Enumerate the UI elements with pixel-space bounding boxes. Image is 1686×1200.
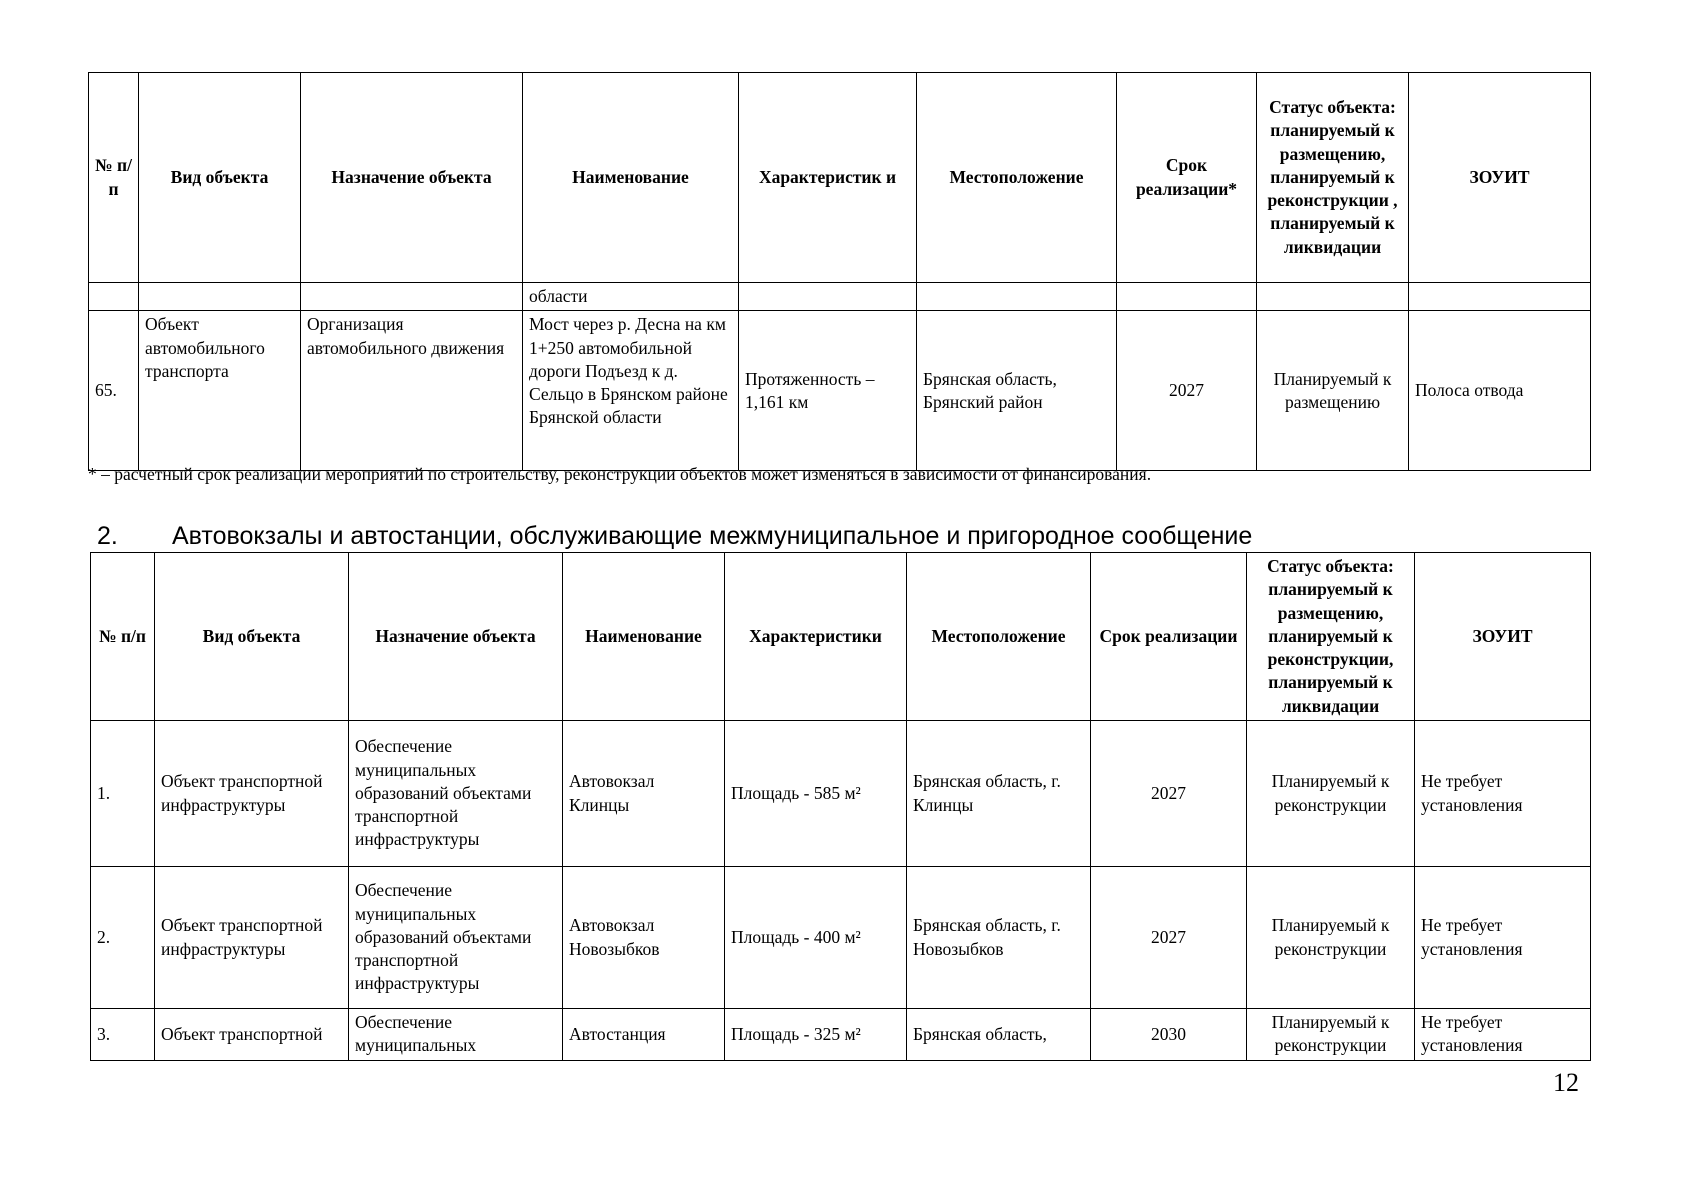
object-purpose: Обеспечение муниципальных — [349, 1009, 563, 1061]
object-name: Автовокзал Новозыбков — [563, 867, 725, 1009]
table-row — [91, 867, 1591, 1009]
object-zouit: Не требует установления — [1415, 1009, 1591, 1061]
table-cell — [739, 283, 917, 311]
header-cell: Статус объекта: планируемый к размещению, планируемый к реконструкции, планируемый к ликвидации — [1247, 553, 1415, 721]
table-cell — [917, 283, 1117, 311]
row-number: 65. — [89, 311, 139, 471]
section-number: 2. — [97, 522, 118, 550]
bus-stations-table — [90, 552, 1591, 1061]
header-cell: Вид объекта — [155, 553, 349, 721]
header-cell: Статус объекта: планируемый к размещению, планируемый к реконструкции , планируемый к ликвидации — [1257, 73, 1409, 283]
table-cell — [89, 283, 139, 311]
row-number: 1. — [91, 721, 155, 867]
header-cell: Срок реализации — [1091, 553, 1247, 721]
object-term: 2030 — [1091, 1009, 1247, 1061]
object-zouit: Не требует установления — [1415, 721, 1591, 867]
object-location: Брянская область, г. Новозыбков — [907, 867, 1091, 1009]
object-characteristics: Протяженность – 1,161 км — [739, 311, 917, 471]
table-cell: области — [523, 283, 739, 311]
object-purpose: Обеспечение муниципальных образований объектами транспортной инфраструктуры — [349, 721, 563, 867]
object-term: 2027 — [1117, 311, 1257, 471]
object-zouit: Полоса отвода — [1409, 311, 1591, 471]
object-type: Объект автомобильного транспорта — [139, 311, 301, 471]
object-term: 2027 — [1091, 721, 1247, 867]
table-cell — [1257, 283, 1409, 311]
table-cell — [1117, 283, 1257, 311]
header-cell: ЗОУИТ — [1415, 553, 1591, 721]
header-cell: Назначение объекта — [349, 553, 563, 721]
object-type: Объект транспортной инфраструктуры — [155, 867, 349, 1009]
table-cell — [139, 283, 301, 311]
row-number: 3. — [91, 1009, 155, 1061]
table-header-row — [91, 553, 1591, 721]
header-cell: Назначение объекта — [301, 73, 523, 283]
object-status: Планируемый к реконструкции — [1247, 721, 1415, 867]
object-status: Планируемый к реконструкции — [1247, 867, 1415, 1009]
header-cell: Наименование — [523, 73, 739, 283]
table-cell — [1409, 283, 1591, 311]
object-purpose: Обеспечение муниципальных образований объектами транспортной инфраструктуры — [349, 867, 563, 1009]
object-location: Брянская область, — [907, 1009, 1091, 1061]
header-cell: Характеристики — [725, 553, 907, 721]
object-name: Автостанция — [563, 1009, 725, 1061]
header-cell: Срок реализации* — [1117, 73, 1257, 283]
object-name: Мост через р. Десна на км 1+250 автомобильной дороги Подъезд к д. Сельцо в Брянском районе Брянской области — [523, 311, 739, 471]
section-heading — [97, 522, 1252, 551]
object-location: Брянская область, Брянский район — [917, 311, 1117, 471]
header-cell: ЗОУИТ — [1409, 73, 1591, 283]
header-cell: Характеристик и — [739, 73, 917, 283]
object-name: Автовокзал Клинцы — [563, 721, 725, 867]
object-characteristics: Площадь - 400 м² — [725, 867, 907, 1009]
object-zouit: Не требует установления — [1415, 867, 1591, 1009]
table-header-row — [89, 73, 1591, 283]
row-number: 2. — [91, 867, 155, 1009]
object-characteristics: Площадь - 325 м² — [725, 1009, 907, 1061]
object-location: Брянская область, г. Клинцы — [907, 721, 1091, 867]
object-characteristics: Площадь - 585 м² — [725, 721, 907, 867]
page-number: 12 — [1553, 1068, 1579, 1097]
object-status: Планируемый к реконструкции — [1247, 1009, 1415, 1061]
object-term: 2027 — [1091, 867, 1247, 1009]
header-cell: Местоположение — [907, 553, 1091, 721]
section-title: Автовокзалы и автостанции, обслуживающие межмуниципальное и пригородное сообщение — [172, 522, 1253, 550]
table-row — [91, 1009, 1591, 1061]
table-cell — [301, 283, 523, 311]
object-purpose: Организация автомобильного движения — [301, 311, 523, 471]
header-cell: Наименование — [563, 553, 725, 721]
footnote: * – расчетный срок реализации мероприятий по строительству, реконструкции объектов может изменяться в зависимости от финансирования. — [88, 464, 1152, 484]
object-status: Планируемый к размещению — [1257, 311, 1409, 471]
table-row-continuation — [89, 283, 1591, 311]
header-cell: № п/п — [91, 553, 155, 721]
table-row — [91, 721, 1591, 867]
objects-table-continued — [88, 72, 1591, 471]
header-cell: № п/п — [89, 73, 139, 283]
object-type: Объект транспортной инфраструктуры — [155, 721, 349, 867]
table-row — [89, 311, 1591, 471]
header-cell: Вид объекта — [139, 73, 301, 283]
header-cell: Местоположение — [917, 73, 1117, 283]
object-type: Объект транспортной — [155, 1009, 349, 1061]
